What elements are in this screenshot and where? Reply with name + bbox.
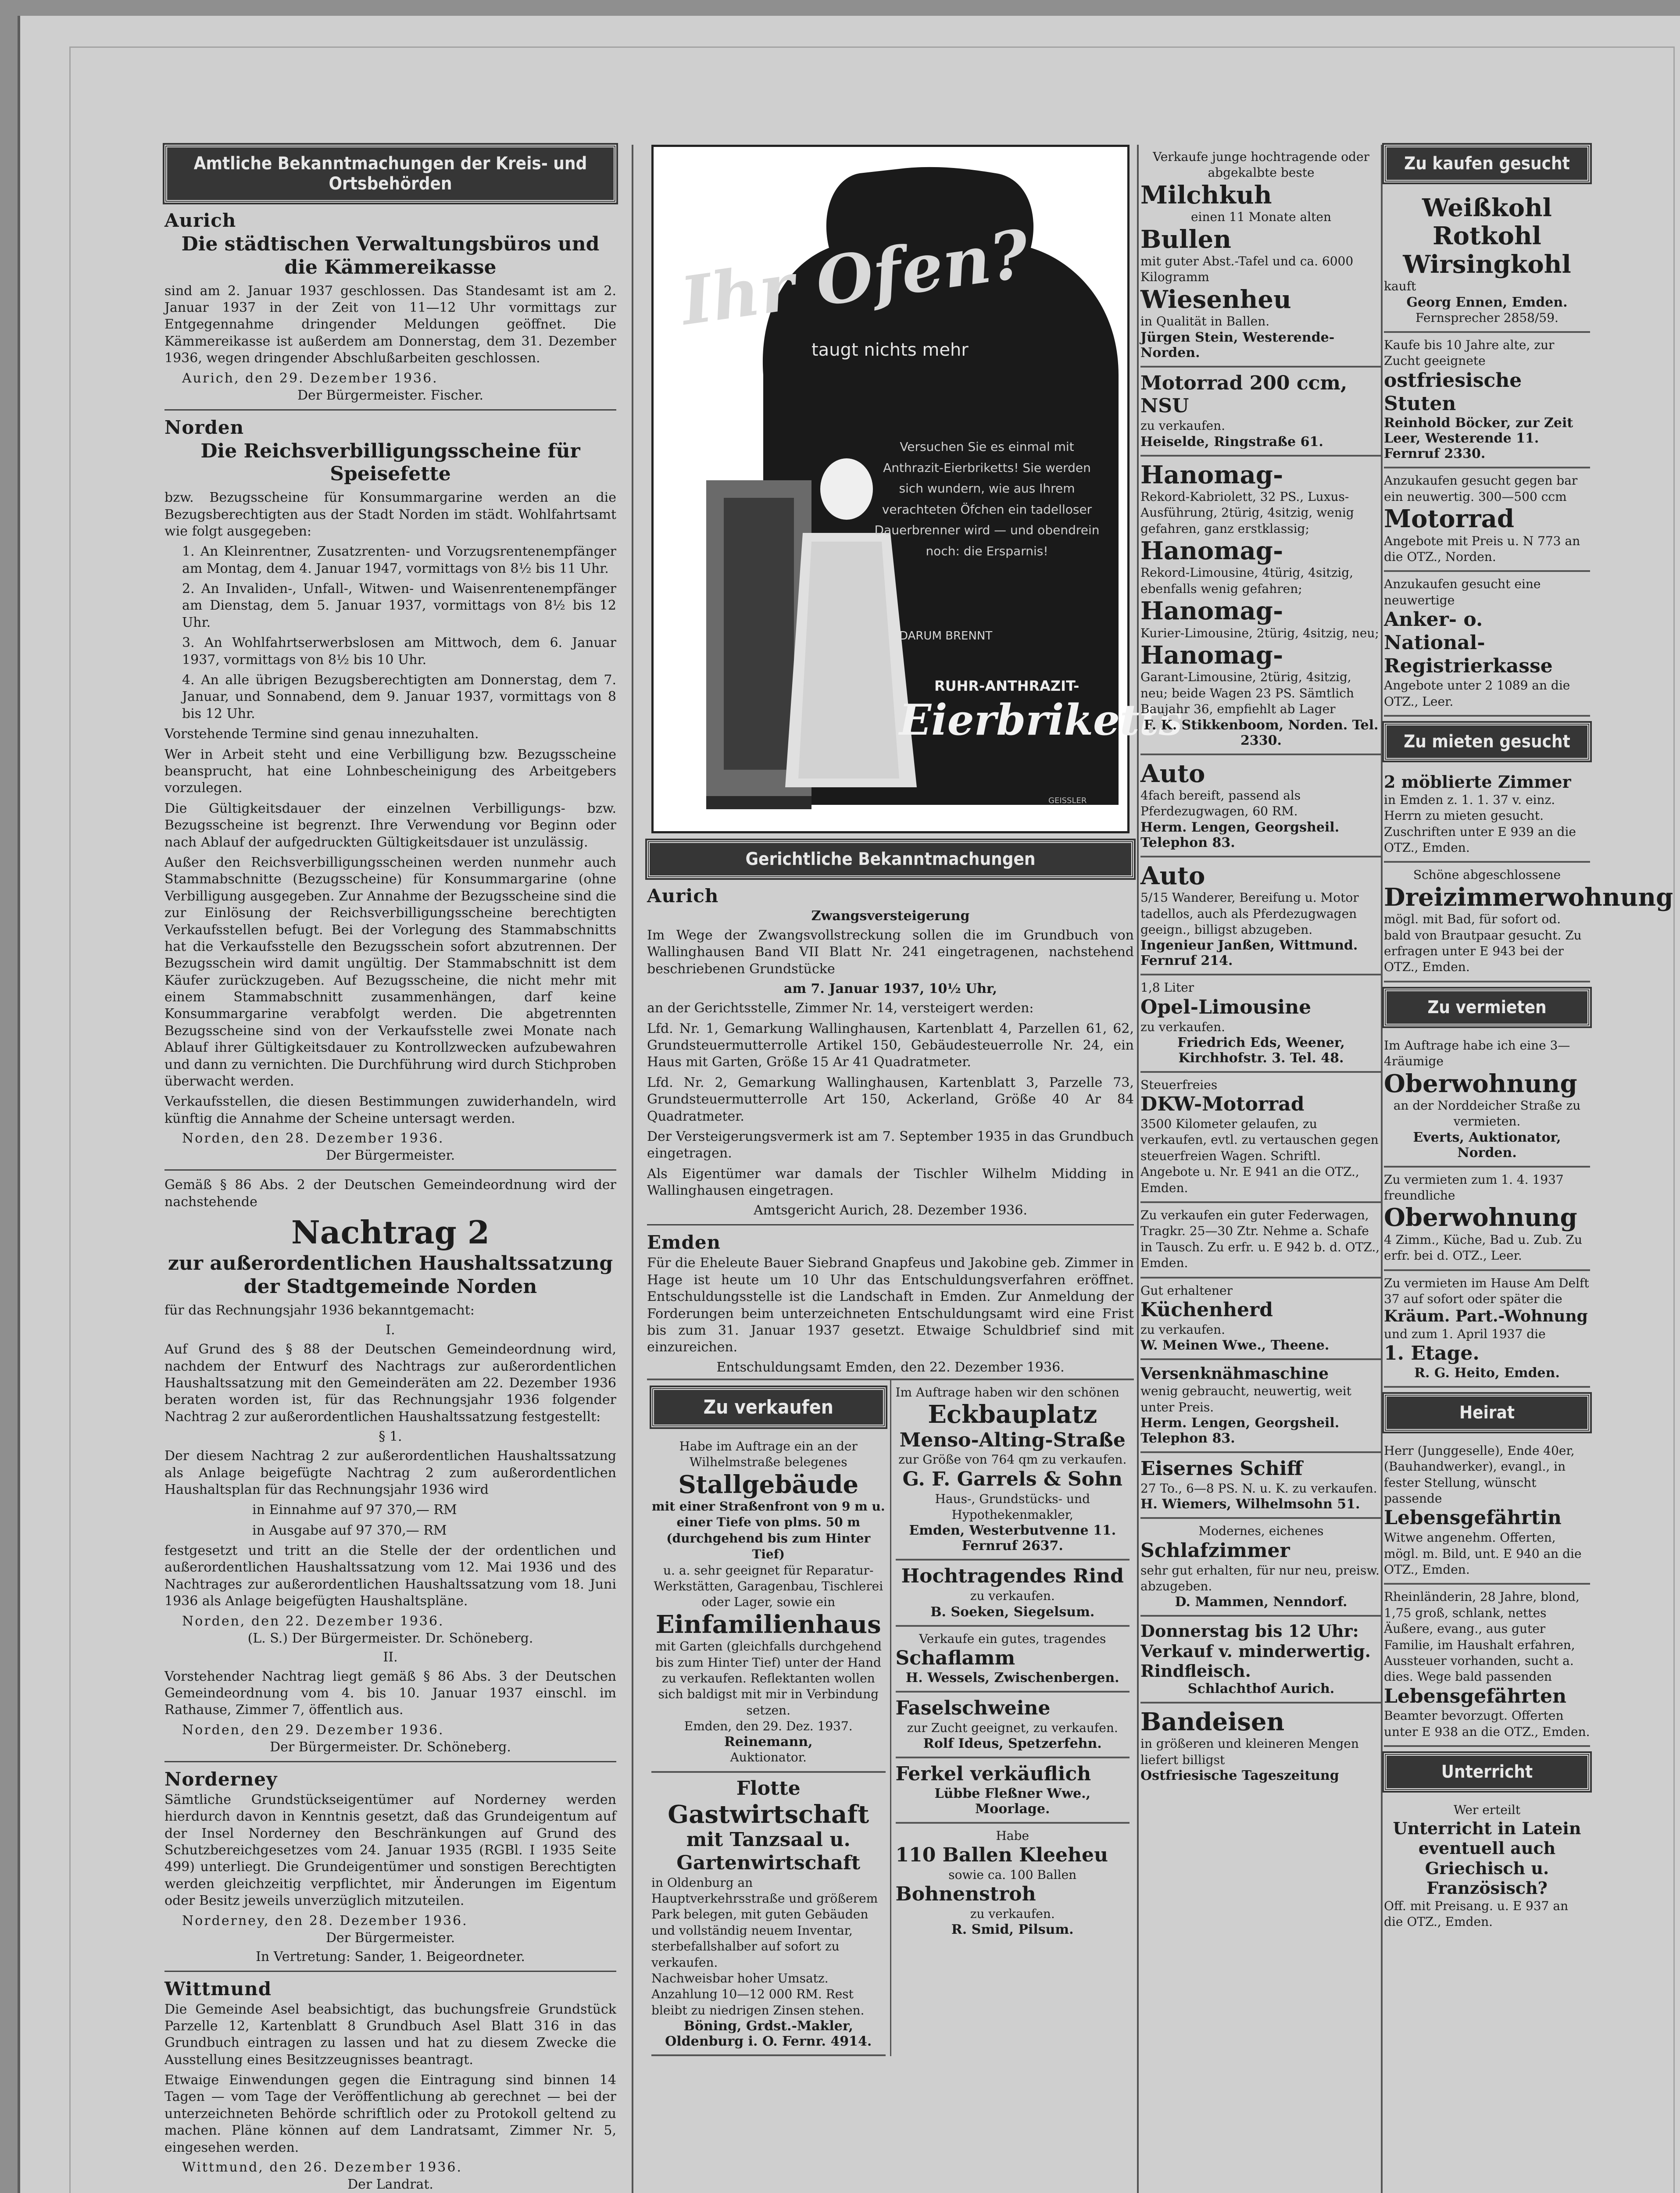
ad-artist-credit: GEISSLER [1048,796,1087,805]
ad-advertiser: Fernsprecher 2858/59. [1415,310,1558,325]
town-heading: Wittmund [164,1978,272,2000]
court-notice-aurich [647,885,1134,1218]
ad-kohl [1384,189,1590,333]
ad-text: Verkaufe junge hochtragende oder abgekalbte beste [1153,150,1369,180]
ad-heading: Motorrad [1384,504,1515,534]
ad-heading: mit Tanzsaal u. Gartenwirtschaft [676,1829,861,1874]
town-heading: Aurich [164,210,236,231]
divider [647,1224,1134,1225]
ad-text: Beamter bevorzugt. Offerten unter E 938 an die OTZ., Emden. [1384,1708,1590,1739]
ad-text: mit einer Straßenfront von 9 m u. einer Tiefe von plms. 50 m (durchgehend bis zum Hinter Tief) [651,1499,885,1562]
column-rule [632,145,633,2193]
ad-text: Wer erteilt [1453,1803,1521,1818]
notice-norderney [164,1768,616,1964]
notice-signature: Amtsgericht Aurich, 28. Dezember 1936. [753,1203,1028,1218]
ad-oberwohnung-2 [1384,1168,1590,1271]
amount-line: in Einnahme auf 97 370,— RM [252,1502,457,1518]
column-rule [1137,145,1139,2193]
notice-signature: Der Bürgermeister. [325,1930,455,1946]
list-item: 4. An alle übrigen Bezugsberechtigten am Donnerstag, dem 7. Januar, und Sonnabend, dem 9. Januar 1937, vormittags von 8 bis 12 Uhr. [182,672,616,721]
ad-heading: Eisernes Schiff [1140,1457,1303,1480]
ad-advertiser: G. F. Garrels & Sohn [902,1468,1122,1490]
ad-text: Modernes, eichenes [1198,1524,1324,1539]
ad-text: sowie ca. 100 Ballen [948,1867,1077,1882]
ad-text: Im Auftrage haben wir den schönen [895,1385,1119,1400]
notice-nachtrag [164,1177,616,1755]
ad-text: Habe [996,1828,1029,1843]
ad-advertiser: H. Wessels, Zwischenbergen. [905,1670,1119,1686]
ad-ferkel [896,1758,1130,1824]
notice-text: Die Gültigkeitsdauer der einzelnen Verbilligungs- bzw. Bezugsscheine ist begrenzt. Ihre Verwendung vor Beginn oder nach Ablauf der aufgedruckten Gültigkeitsdauer ist unzulässig. [164,800,616,850]
ad-text: zu verkaufen. [970,1907,1055,1922]
ad-text: in Qualität in Ballen. [1140,314,1270,329]
notice-title: Zwangsversteigerung [811,908,970,924]
ad-text: 5/15 Wanderer, Bereifung u. Motor tadellos, auch als Pferdezugwagen geeign., billigst abzugeben. [1140,890,1359,937]
town-heading: Norden [164,416,244,438]
ad-bandeisen [1140,1704,1382,1789]
notice-text: Wer in Arbeit steht und eine Verbilligung bzw. Bezugsscheine beansprucht, hat eine Lohnbescheinigung des Arbeitgebers vorzulegen. [164,746,616,796]
divider [164,1169,616,1171]
notice-text: Außer den Reichsverbilligungsscheinen werden nunmehr auch Stammabschnitte (Bezugsscheine) für Konsummargarine (ohne Verbilligung ausgegeben. Zur Annahme der Bezugsscheine sind die zur Einlösung der Reichsverbilligungsscheine berechtigten Verkaufsstellen befugt. Bei der Vorlegung des Stammabschnitts hat die Verkaufsstelle den Bezugsschein sofort abzutrennen. Der Bezugsschein wird damit ungültig. Der Stammabschnitt ist dem Käufer zurückzugeben. Auf Bezugsscheine, die nicht mehr mit einem Stammabschnitt zusammenhängen, darf keine Konsummargarine verabfolgt werden. Die abgetrennten Bezugsscheine sind von der Verkaufsstelle zwei Monate nach Ablauf ihrer Gültigkeitsdauer zu Kontrollzwecken aufzubewahren und dann zu vernichten. Die Durchführung wird durch Stichproben überwacht werden. [164,854,616,1089]
ad-kleeheu [896,1824,1130,1943]
ad-text: in Oldenburg an Hauptverkehrsstraße und größerem Park belegen, mit guten Gebäuden und vollständig neuem Inventar, sterbefallshalber auf sofort zu verkaufen. [651,1875,878,1970]
ad-advertiser: Emden, Westerbutvenne 11. Fernruf 2637. [909,1523,1116,1554]
column-official-notices [164,145,616,2193]
ad-advertiser: B. Soeken, Siegelsum. [930,1604,1095,1620]
ad-kuechenherd [1140,1279,1382,1361]
ad-heading: Bandeisen [1140,1707,1285,1737]
ad-text: u. a. sehr geeignet für Reparatur-Werkstätten, Garagenbau, Tischlerei oder Lager, sowie ein [654,1563,883,1610]
ad-text: zur Größe von 764 qm zu verkaufen. [898,1452,1127,1467]
classified-right [890,1380,1134,2056]
ad-heading: Rotkohl [1433,221,1541,251]
ad-heading: Auto [1140,759,1205,788]
ad-heading: Oberwohnung [1384,1203,1577,1232]
ad-auto-2 [1140,857,1382,976]
town-heading: Norderney [164,1768,278,1790]
ad-heirat-2 [1384,1585,1590,1747]
notice-text: Der Versteigerungsvermerk ist am 7. September 1935 in das Grundbuch eingetragen. [647,1129,1134,1161]
ad-advertiser: Moorlage. [975,1801,1050,1817]
ad-advertiser: F. K. Stikkenboom, Norden. Tel. 2330. [1144,717,1379,748]
section-header-for-sale: Zu verkaufen [651,1387,886,1427]
list-item: 1. An Kleinrentner, Zusatzrenten- und Vorzugsrentenempfänger am Montag, dem 4. Januar 1947, vormittags von 8½ bis 11 Uhr. [182,544,616,576]
ad-gastwirtschaft [651,1773,886,2056]
notice-text: Vorstehende Termine sind genau innezuhalten. [164,726,479,742]
notice-title: Die Reichsverbilligungsscheine für Speisefette [200,439,580,486]
ad-heading: Wirsingkohl [1403,250,1571,279]
notice-subtitle: zur außerordentlichen Haushaltssatzung der Stadtgemeinde Norden [168,1252,613,1298]
ad-text: zu verkaufen. [1140,418,1226,433]
notice-text: Vorstehender Nachtrag liegt gemäß § 86 Abs. 3 der Deutschen Gemeindeordnung vom 4. bis 10. Januar 1937 einschl. im Rathause, Zimmer 7, öffentlich aus. [164,1668,616,1718]
ad-heading: Bohnenstroh [895,1883,1036,1906]
ad-advertiser: Rolf Ideus, Spetzerfehn. [923,1736,1102,1751]
ad-text: Herr (Junggeselle), Ende 40er, (Bauhandwerker), evangl., in fester Stellung, wünscht passende [1384,1443,1575,1506]
section-header-official: Amtliche Bekanntmachungen der Kreis- und Ortsbehörden [164,145,616,203]
ad-advertiser: Ingenieur Janßen, Wittmund. Fernruf 214. [1140,938,1358,969]
notice-date: Norden, den 28. Dezember 1936. [182,1131,444,1147]
ad-heading: Gastwirtschaft [668,1800,869,1829]
ad-heading: Stallgebäude [678,1470,859,1499]
ad-text: Rekord-Kabriolett, 32 PS., Luxus-Ausführung, 2türig, 4sitzig, wenig gefahren, ganz erstklassig; [1140,489,1354,536]
ad-advertiser: Heiselde, Ringstraße 61. [1140,434,1323,450]
notice-text: Als Eigentümer war damals der Tischler Wilhelm Midding in Wallinghausen eingetragen. [647,1166,1134,1199]
ad-heading: Hanomag- [1140,641,1283,670]
notice-text: für das Rechnungsjahr 1936 bekanntgemacht: [164,1302,475,1318]
ad-text: zu verkaufen. [970,1589,1055,1604]
ad-advertiser: Reinemann, [724,1734,813,1750]
ad-heading: Bullen [1140,225,1231,254]
notice-text: Im Wege der Zwangsvollstreckung sollen die im Grundbuch von Wallinghausen Band VII Blatt Nr. 241 eingetragenen, nachstehend beschriebenen Grundstücke [647,928,1134,977]
ad-advertiser: Haus-, Grundstücks- und Hypothekenmakler, [935,1491,1090,1522]
ad-heading: Flotte [736,1777,801,1800]
ad-subheadline: taugt nichts mehr [811,340,969,360]
ad-heading: ostfriesische Stuten [1384,369,1522,415]
ad-text: Rekord-Limousine, 4türig, 4sitzig, ebenfalls wenig gefahren; [1140,565,1354,596]
list-item: 3. An Wohlfahrtserwerbslosen am Mittwoch, dem 6. Januar 1937, vormittags von 8½ bis 10 Uhr. [182,635,616,668]
ad-registrierkasse [1384,572,1590,717]
ad-advertiser: Böning, Grdst.-Makler, [683,2018,853,2034]
ad-rind [896,1561,1130,1626]
town-heading: Aurich [647,885,719,907]
ad-text: zur Zucht geeignet, zu verkaufen. [907,1720,1118,1735]
notice-date: Aurich, den 29. Dezember 1936. [182,370,438,386]
ad-moeblierte-zimmer [1384,768,1590,863]
roman-numeral: II. [383,1649,398,1665]
ad-text: in Emden z. 1. 1. 37 v. einz. Herrn zu mieten gesucht. Zuschriften unter E 939 an die OTZ., Emden. [1384,792,1576,855]
notice-aurich [164,210,616,403]
ad-brand-line: RUHR-ANTHRAZIT- [934,678,1079,694]
notice-norden [164,417,616,1164]
ad-heading: Lebensgefährten [1384,1685,1567,1707]
notice-signature: Entschuldungsamt Emden, den 22. Dezember 1936. [716,1359,1065,1375]
ad-date: Emden, den 29. Dez. 1937. [684,1719,853,1734]
ad-heading: Schaflamm [895,1647,1015,1669]
ad-heading: Dreizimmerwohnung [1384,882,1673,912]
ad-text: Schöne abgeschlossene [1413,868,1561,882]
ad-rindfleisch [1140,1617,1382,1704]
ad-heading: DKW-Motorrad [1140,1093,1305,1116]
ad-body-text: Versuchen Sie es einmal mit Anthrazit-Eierbriketts! Sie werden sich wundern, wie aus Ihrem verachteten Öfchen ein tadelloser Dauerbrenner wird — und obendrein noch: die Ersparnis! [874,439,1100,558]
ad-advertiser: Everts, Auktionator, Norden. [1413,1129,1561,1161]
ad-text: Habe im Auftrage ein an der Wilhelmstraße belegenes [679,1439,858,1470]
ad-schiff [1140,1453,1382,1519]
ad-text: und zum 1. April 1937 die [1384,1326,1546,1341]
ad-heading: Lebensgefährtin [1384,1507,1562,1529]
notice-text: Verkaufsstellen, die diesen Bestimmungen zuwiderhandeln, wird künftig die Annahme der Scheine untersagt werden. [164,1094,616,1126]
notice-text: Der diesem Nachtrag 2 zur außerordentlichen Haushaltssatzung als Anlage beigefügte Nachtrag 2 zum außerordentlichen Haushaltsplan für das Rechnungsjahr 1936 wird [164,1448,616,1497]
notice-signature: In Vertretung: Sander, 1. Beigeordneter. [256,1949,525,1964]
ad-advertiser: Oldenburg i. O. Fernr. 4914. [665,2034,872,2050]
ad-heading: Hochtragendes Rind [901,1565,1124,1588]
ad-faselschweine [896,1693,1130,1758]
ad-advertiser: Auktionator. [730,1750,807,1765]
notice-text: Für die Eheleute Bauer Siebrand Gnapfeus und Jakobine geb. Zimmer in Hage ist heute um 10 Uhr das Entschuldungsverfahren eröffnet. Entschuldungsstelle ist die Landschaft in Emden. Zur Anmeldung der Forderungen beim unterzeichneten Entschuldungsamt wird eine Frist bis zum 31. Januar 1937 gesetzt. Etwaige Schuldbrief sind mit einzureichen. [647,1255,1134,1355]
court-notice-emden [647,1232,1134,1375]
section-header-rent-wanted: Zu mieten gesucht [1384,723,1590,761]
ad-heading: Opel-Limousine [1140,996,1312,1018]
ad-text: Zu vermieten zum 1. 4. 1937 freundliche [1384,1172,1564,1203]
ad-heading: Hanomag- [1140,536,1283,566]
ad-text: Garant-Limousine, 2türig, 4sitzig, neu; beide Wagen 23 PS. Sämtlich Baujahr 36, empfiehlt ab Lager [1140,670,1354,717]
ad-heading: Oberwohnung [1384,1069,1577,1098]
ad-text: 3500 Kilometer gelaufen, zu verkaufen, evtl. zu vertauschen gegen steuerfreien Wagen. Schriftl. Angebote u. Nr. E 941 an die OTZ., Emden. [1140,1117,1379,1195]
ad-text: Nachweisbar hoher Umsatz. Anzahlung 10—12 000 RM. Rest bleibt zu niedrigen Zinsen stehen. [651,1971,865,2018]
ad-heading: Motorrad 200 ccm, NSU [1140,371,1348,418]
notice-text: Die Gemeinde Asel beabsichtigt, das buchungsfreie Grundstück Parzelle 12, Kartenblatt 8 Grundbuch Asel Blatt 316 in das Grundbuch eintragen zu lassen und hat zu diesem Zwecke die Ausstellung eines Besitzzeugnisses beantragt. [164,2001,616,2068]
ad-heading: 1. Etage. [1384,1342,1480,1364]
ad-heading: 2 möblierte Zimmer [1384,772,1571,792]
ad-heading: Hanomag- [1140,596,1283,626]
ad-small-text: DARUM BRENNT [899,629,993,643]
ad-text: in größeren und kleineren Mengen liefert billigst [1140,1736,1359,1767]
column-classifieds-wanted [1384,145,1673,2193]
ad-heading: 110 Ballen Kleeheu [895,1844,1108,1867]
ad-naehmaschine [1140,1360,1382,1453]
ad-opel [1140,975,1382,1073]
notice-signature: Der Bürgermeister. [325,1148,455,1164]
divider [164,1761,616,1762]
ad-heading: Wiesenheu [1140,285,1291,314]
ad-brand-logo: Eierbriketts [899,695,1183,745]
ad-text: mögl. mit Bad, für sofort od. bald von Brautpaar gesucht. Zu erfragen unter E 943 bei der OTZ., Emden. [1384,912,1582,975]
auction-date: am 7. Januar 1937, 10½ Uhr, [783,981,997,997]
notice-title: Nachtrag 2 [291,1213,490,1251]
notice-date: Wittmund, den 26. Dezember 1936. [182,2160,462,2175]
notice-text: Etwaige Einwendungen gegen die Eintragung sind binnen 14 Tagen — vom Tage der Veröffentlichung ab gerechnet — bei der unterzeichneten Behörde schriftlich oder zu Protokoll geltend zu machen. Pläne können auf dem Landratsamt, Zimmer Nr. 5, eingesehen werden. [164,2072,616,2155]
ad-heading: Hanomag- [1140,460,1283,489]
notice-date: Norden, den 29. Dezember 1936. [182,1722,444,1738]
ad-dkw [1140,1073,1382,1203]
section-header-wanted: Zu kaufen gesucht [1384,145,1590,182]
ad-text: Angebote mit Preis u. N 773 an die OTZ., Norden. [1384,533,1580,564]
ad-advertiser: Reinhold Böcker, zur Zeit Leer, Westerende 11. Fernruf 2330. [1384,415,1573,462]
ad-text: einen 11 Monate alten [1190,210,1332,225]
ad-heirat-1 [1384,1439,1590,1585]
ad-text: 27 To., 6—8 PS. N. u. K. zu verkaufen. [1140,1481,1377,1496]
ad-parterre-wohnung [1384,1271,1590,1388]
ad-heading: Faselschweine [895,1697,1051,1719]
ad-stallgebaeude [651,1434,886,1773]
ad-text: 4fach bereift, passend als Pferdezugwagen, 60 RM. [1140,788,1301,819]
ad-text: Verkaufe ein gutes, tragendes [919,1631,1106,1646]
ad-text: an der Norddeicher Straße zu vermieten. [1393,1098,1581,1129]
ad-headline: Ihr Ofen? [676,215,1034,340]
ad-text: Angebote unter 2 1089 an die OTZ., Leer. [1384,678,1570,709]
notice-text: Sämtliche Grundstückseigentümer auf Norderney werden hierdurch davon in Kenntnis gesetzt, daß das Grundeigentum auf der Insel Norderney den Beschränkungen auf Grund des Schutzbereichgesetzes vom 24. Januar 1935 (RGBl. I 1935 Seite 499) unterliegt. Die Grundeigentümer und sonstigen Berechtigten werden gleichzeitig verpflichtet, mir Änderungen im Eigentum oder Besitz jeweils unverzüglich mitzuteilen. [164,1792,616,1909]
ad-heading: Weißkohl [1422,193,1552,222]
ad-text: 1,8 Liter [1140,980,1194,995]
ad-auto-1 [1140,755,1382,857]
ad-heading: Donnerstag bis 12 Uhr: Verkauf v. minderwertig. Rindfleisch. [1140,1621,1371,1681]
ad-heading: Unterricht in Latein eventuell auch Griechisch u. Französisch? [1393,1818,1581,1898]
ad-schaflamm [896,1627,1130,1693]
notice-text: Auf Grund des § 88 der Deutschen Gemeindeordnung wird, nachdem der Entwurf des Nachtrags zur außerordentlichen Haushaltssatzung mit den Gemeinderäten am 22. Dezember 1936 beraten worden ist, für das Rechnungsjahr 1936 folgender Nachtrag 2 zur außerordentlichen Haushaltssatzung festgestellt: [164,1342,616,1425]
ad-heading: Kräum. Part.-Wohnung [1384,1307,1588,1326]
ad-schlafzimmer [1140,1519,1382,1617]
ad-text: Kaufe bis 10 Jahre alte, zur Zucht geeignete [1384,337,1555,368]
ad-heading: Auto [1140,861,1205,890]
notice-text: bzw. Bezugsscheine für Konsummargarine werden an die Bezugsberechtigten aus der Stadt Norden im städt. Wohlfahrtsamt wie folgt ausgegeben: [164,490,616,539]
ad-text: zu verkaufen. [1140,1019,1226,1034]
notice-signature: Der Bürgermeister. Fischer. [297,387,484,403]
ad-text: 4 Zimm., Küche, Bad u. Zub. Zu erfr. bei d. OTZ., Leer. [1384,1232,1582,1263]
ad-advertiser: W. Meinen Wwe., Theene. [1140,1338,1330,1354]
ad-text: Steuerfreies [1140,1077,1218,1092]
ad-advertiser: Schlachthof Aurich. [1187,1681,1335,1697]
ad-advertiser: Georg Ennen, Emden. [1406,294,1568,310]
list-item: 2. An Invaliden-, Unfall-, Witwen- und Waisenrentenempfänger am Dienstag, dem 5. Januar 1937, vormittags von 8½ bis 12 Uhr. [182,581,616,630]
notice-wittmund [164,1978,616,2193]
section-header-for-rent: Zu vermieten [1384,989,1590,1026]
ad-heading: Küchenherd [1140,1298,1273,1321]
notice-text: Lfd. Nr. 2, Gemarkung Wallinghausen, Kartenblatt 3, Parzelle 73, Grundsteuermutterrolle Art 150, Ackerland, Größe 40 Ar 84 Quadratmeter. [647,1075,1134,1124]
ad-heading: Versenknähmaschine [1140,1364,1329,1383]
ad-text: wenig gebraucht, neuwertig, weit unter Preis. [1140,1384,1351,1414]
ad-heading: Eckbauplatz [928,1400,1097,1429]
ad-heading: Einfamilienhaus [655,1610,881,1639]
ad-text: mit guter Abst.-Tafel und ca. 6000 Kilogramm [1140,254,1354,285]
ad-text: Gut erhaltener [1140,1283,1233,1298]
notice-signature: (L. S.) Der Bürgermeister. Dr. Schöneberg. [247,1630,533,1646]
ad-advertiser: H. Wiemers, Wilhelmsohn 51. [1140,1497,1360,1512]
ad-heading: Schlafzimmer [1140,1539,1290,1562]
ad-text: mit Garten (gleichfalls durchgehend bis zum Hinter Tief) unter der Hand zu verkaufen. Reflektanten wollen sich baldigst mit mir in Verbindung setzen. [655,1639,882,1718]
ad-text: Rheinländerin, 28 Jahre, blond, 1,75 groß, schlank, nettes Äußere, evang., aus guter Familie, im Haushalt erfahren, Aussteuer vorhanden, sucht a. dies. Wege bald passenden [1384,1589,1580,1684]
ad-advertiser: Friedrich Eds, Weener, Kirchhofstr. 3. Tel. 48. [1177,1035,1345,1066]
classified-left [647,1380,890,2056]
divider [164,409,616,411]
section-header-marriage: Heirat [1384,1394,1590,1432]
notice-date: Norden, den 22. Dezember 1936. [182,1613,444,1629]
ad-heading: Ferkel verkäuflich [895,1762,1091,1785]
amount-line: in Ausgabe auf 97 370,— RM [252,1522,447,1538]
paragraph-number: § 1. [379,1429,402,1445]
section-header-court: Gerichtliche Bekanntmachungen [647,840,1134,878]
ad-hanomag [1140,457,1382,755]
ad-text: Kurier-Limousine, 2türig, 4sitzig, neu; [1140,625,1379,640]
section-header-lessons: Unterricht [1384,1753,1590,1791]
ad-dreizimmerwohnung [1384,863,1673,982]
notice-signature: Der Landrat. [347,2177,433,2193]
ad-text: Zu verkaufen ein guter Federwagen, Tragkr. 25—30 Ztr. Nehme a. Schafe in Tausch. Zu erfr. u. E 942 b. d. OTZ., Emden. [1140,1208,1380,1271]
notice-text: Gemäß § 86 Abs. 2 der Deutschen Gemeindeordnung wird der nachstehende [164,1177,616,1210]
notice-text: sind am 2. Januar 1937 geschlossen. Das Standesamt ist am 2. Januar 1937 in der Zeit von 11—12 Uhr vormittags zur Entgegennahme dringender Meldungen geöffnet. Die Kämmereikasse ist außerdem am Donnerstag, dem 31. Dezember 1936, wegen dringender Abschlußarbeiten geschlossen. [164,283,616,366]
ad-advertiser: Herm. Lengen, Georgsheil. Telephon 83. [1140,1415,1340,1447]
ad-heading: Menso-Alting-Straße [899,1429,1126,1451]
ad-text: Im Auftrage habe ich eine 3—4räumige [1384,1038,1570,1069]
ad-text: zu verkaufen. [1140,1322,1226,1337]
divider [164,1971,616,1972]
notice-signature: Der Bürgermeister. Dr. Schöneberg. [270,1739,511,1755]
notice-text: Lfd. Nr. 1, Gemarkung Wallinghausen, Kartenblatt 4, Parzellen 61, 62, Grundsteuermutterrolle Artikel 150, Gebäudesteuerrolle Nr. 24, ein Haus mit Garten, Größe 15 Ar 41 Quadratmeter. [647,1021,1134,1070]
column-classifieds-sale [1140,145,1382,2193]
ad-heading: Anker- o. National-Registrierkasse [1384,608,1553,677]
ad-advertiser: Ostfriesische Tageszeitung [1140,1768,1339,1784]
ad-advertiser: R. G. Heito, Emden. [1414,1365,1560,1381]
ad-text: Anzukaufen gesucht gegen bar ein neuwertig. 300—500 ccm [1384,473,1578,504]
ad-text: kauft [1384,279,1416,294]
notice-text: an der Gerichtsstelle, Zimmer Nr. 14, versteigert werden: [647,1000,1034,1016]
ad-advertiser: Jürgen Stein, Westerende-Norden. [1140,329,1335,361]
ad-eckbauplatz [896,1380,1130,1561]
notice-title: Die städtischen Verwaltungsbüros und die Kämmereikasse [181,233,600,279]
ad-stuten [1384,333,1590,468]
notice-date: Norderney, den 28. Dezember 1936. [182,1913,468,1929]
classified-subcolumns [647,1379,1134,2056]
ad-text: Anzukaufen gesucht eine neuwertige [1384,577,1541,607]
ad-federwagen [1140,1203,1382,1279]
ad-advertiser: R. Smid, Pilsum. [951,1922,1074,1938]
ad-text: Zu vermieten im Hause Am Delft 37 auf sofort oder später die [1384,1275,1589,1307]
roman-numeral: I. [386,1322,395,1338]
ad-advertiser: Herm. Lengen, Georgsheil. Telephon 83. [1140,819,1340,850]
town-heading: Emden [647,1232,721,1254]
ad-advertiser: Lübbe Fleßner Wwe., [934,1786,1091,1801]
ad-text: Witwe angenehm. Offerten, mögl. m. Bild, unt. E 940 an die OTZ., Emden. [1384,1530,1582,1577]
ad-milchkuh [1140,145,1382,368]
ad-heading: Milchkuh [1140,180,1272,210]
notice-text: festgesetzt und tritt an die Stelle der der ordentlichen und außerordentlichen Haushaltssatzung vom 12. Mai 1936 und des Nachtrages zur außerordentlichen Haushaltssatzung vom 18. Juni 1936 als Anlage beigefügten Haushaltspläne. [164,1543,616,1609]
ad-motorrad-nsu [1140,368,1382,457]
ad-advertiser: D. Mammen, Nenndorf. [1175,1594,1348,1610]
ad-unterricht [1384,1798,1590,1936]
ad-text: sehr gut erhalten, für nur neu, preisw. abzugeben. [1140,1563,1380,1593]
ad-oberwohnung-1 [1384,1033,1590,1168]
ad-motorrad-wanted [1384,468,1590,572]
ad-text: Off. mit Preisang. u. E 937 an die OTZ., Emden. [1384,1899,1569,1929]
